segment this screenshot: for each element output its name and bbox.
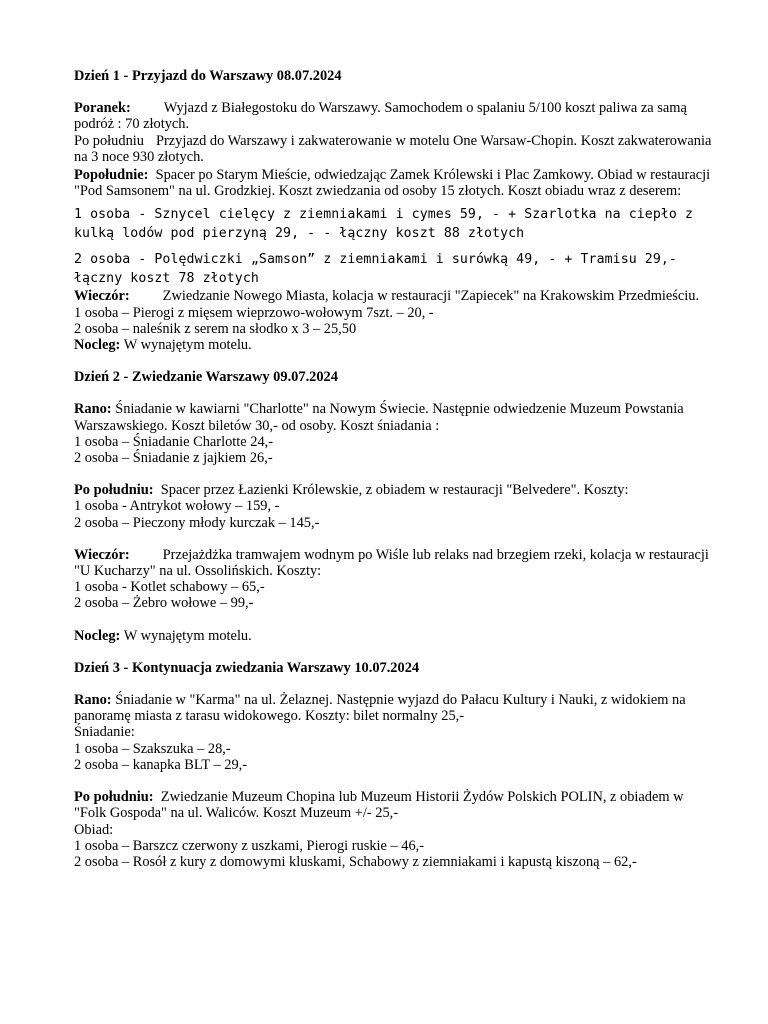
day3-noon-item-2: 2 osoba – Rosół z kury z domowymi kluskami, Schabowy z ziemniakami i kapustą kiszoną – 62,- — [74, 853, 637, 870]
day1-afternoon-label: Popołudnie: — [74, 167, 149, 184]
day3-morning-label: Rano: — [74, 692, 112, 709]
day2-noon-text: Spacer przez Łazienki Królewskie, z obiadem w restauracji "Belvedere". Koszty: — [160, 482, 629, 499]
day3-noon-item-1: 1 osoba – Barszcz czerwony z uszkami, Pierogi ruskie – 46,- — [74, 837, 425, 854]
day1-night-label: Nocleg: — [74, 337, 121, 354]
day2-morning — [74, 401, 714, 433]
day1-evening-text: Zwiedzanie Nowego Miasta, kolacja w restauracji "Zapiecek" na Krakowskim Przedmieściu. — [162, 288, 700, 305]
day1-noon-label: Po południu — [74, 132, 144, 149]
day1-person2: 2 osoba - Polędwiczki „Samson” z ziemniakami i surówką 49, - + Tramisu 29,- łączny koszt 78 złotych — [74, 252, 677, 287]
day3-morning-text: Śniadanie w "Karma" na ul. Żelaznej. Następnie wyjazd do Pałacu Kultury i Nauki, z widokiem na panoramę miasta z tarasu widokowego. Koszty: bilet normalny 25,- — [74, 692, 686, 725]
day1-night-text: W wynajętym motelu. — [123, 337, 252, 354]
day2-morning-text: Śniadanie w kawiarni "Charlotte" na Nowym Świecie. Następnie odwiedzenie Muzeum Powstania Warszawskiego. Koszt biletów 30,- od osoby. Koszt śniadania : — [74, 401, 684, 434]
day2-night — [74, 628, 714, 644]
day2-evening-text: Przejażdżka tramwajem wodnym po Wiśle lub relaks nad brzegiem rzeki, kolacja w restauracji "U Kucharzy" na ul. Ossolińskich. Koszty: — [74, 546, 709, 580]
day3-morning-item-1: 1 osoba – Szakszuka – 28,- — [74, 740, 231, 757]
day3-noon — [74, 789, 714, 821]
day1-noon-text: Przyjazd do Warszawy i zakwaterowanie w motelu One Warsaw-Chopin. Koszt zakwaterowania na 3 noce 930 złotych. — [74, 132, 712, 165]
day3-morning — [74, 692, 714, 724]
day1-evening — [74, 288, 714, 304]
day2-morning-item-2: 2 osoba – Śniadanie z jajkiem 26,- — [74, 450, 273, 467]
day3-morning-sub: Śniadanie: — [74, 724, 135, 741]
day1-morning — [74, 100, 714, 132]
day3-noon-sub: Obiad: — [74, 821, 114, 838]
day2-morning-label: Rano: — [74, 401, 112, 418]
day2-noon-item-2: 2 osoba – Pieczony młody kurczak – 145,- — [74, 514, 320, 531]
day1-afternoon-text: Spacer po Starym Mieście, odwiedzając Zamek Królewski i Plac Zamkowy. Obiad w restauracji "Pod Samsonem" na ul. Grodzkiej. Koszt zwiedzania od osoby 15 złotych. Koszt obiadu wraz z deserem: — [74, 167, 711, 200]
day1-evening-item-2: 2 osoba – naleśnik z serem na słodko x 3 – 25,50 — [74, 320, 357, 337]
day3-heading: Dzień 3 - Kontynuacja zwiedzania Warszawy 10.07.2024 — [74, 659, 420, 676]
day1-evening-label: Wieczór: — [74, 288, 130, 305]
day1-afternoon — [74, 167, 714, 199]
day1-night — [74, 337, 714, 353]
day2-noon-label: Po południu: — [74, 482, 154, 499]
day1-evening-item-1: 1 osoba – Pierogi z mięsem wieprzowo-wołowym 7szt. – 20, - — [74, 304, 434, 321]
day2-night-label: Nocleg: — [74, 627, 121, 644]
day2-evening-item-2: 2 osoba – Żebro wołowe – 99,- — [74, 595, 254, 612]
day2-noon-item-1: 1 osoba - Antrykot wołowy – 159, - — [74, 498, 280, 515]
day2-evening-item-1: 1 osoba - Kotlet schabowy – 65,- — [74, 579, 265, 596]
day1-morning-text: Wyjazd z Białegostoku do Warszawy. Samochodem o spalaniu 5/100 koszt paliwa za samą podróż : 70 złotych. — [74, 100, 687, 133]
day1-heading: Dzień 1 - Przyjazd do Warszawy 08.07.2024 — [74, 68, 342, 84]
day3-morning-item-2: 2 osoba – kanapka BLT – 29,- — [74, 756, 248, 773]
day2-noon — [74, 482, 714, 498]
day2-heading: Dzień 2 - Zwiedzanie Warszawy 09.07.2024 — [74, 369, 338, 386]
day1-person1: 1 osoba - Sznycel cielęcy z ziemniakami i cymes 59, - + Szarlotka na ciepło z kulką lodów pod pierzyną 29, - - łączny koszt 88 złotych — [74, 207, 694, 242]
day2-morning-item-1: 1 osoba – Śniadanie Charlotte 24,- — [74, 433, 274, 450]
day3-noon-text: Zwiedzanie Muzeum Chopina lub Muzeum Historii Żydów Polskich POLIN, z obiadem w "Folk Gospoda" na ul. Waliców. Koszt Muzeum +/- 25,- — [74, 789, 684, 822]
day2-evening — [74, 547, 714, 579]
day2-evening-label: Wieczór: — [74, 546, 130, 563]
day2-night-text: W wynajętym motelu. — [123, 627, 252, 644]
day1-morning-label: Poranek: — [74, 100, 131, 117]
day3-noon-label: Po południu: — [74, 789, 154, 806]
day1-noon — [74, 133, 714, 165]
document-page — [74, 68, 714, 870]
